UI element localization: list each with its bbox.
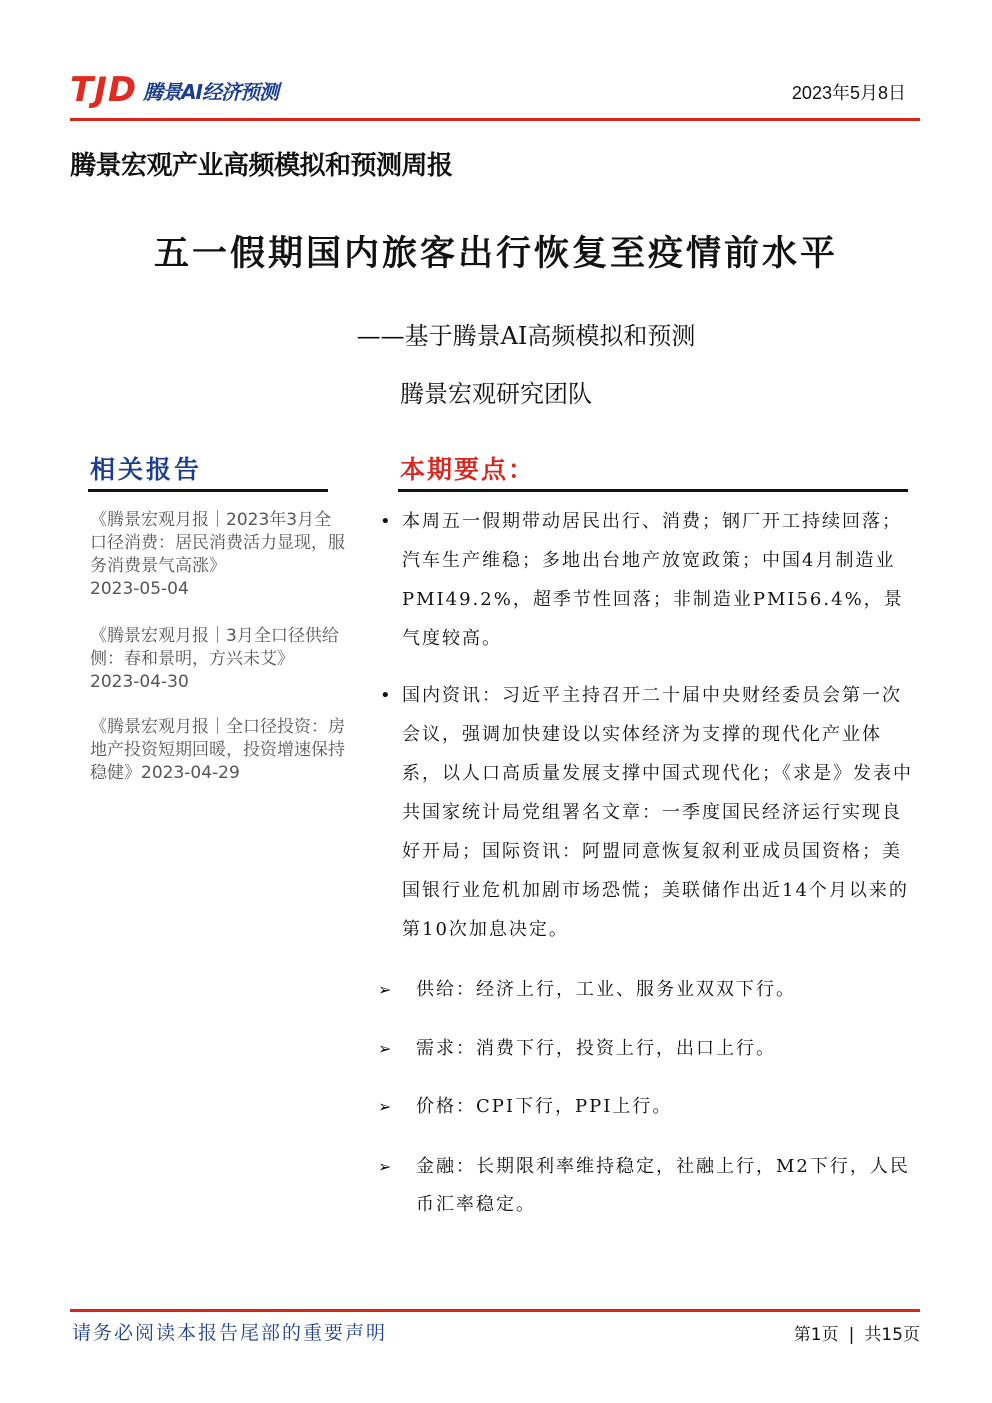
bullet-icon: • <box>380 511 393 532</box>
bullet-icon: • <box>380 685 393 706</box>
key-point-bullet <box>380 502 915 658</box>
page-separator: | <box>848 1325 855 1345</box>
report-date: 2023年5月8日 <box>791 83 906 103</box>
related-report-title: 《腾景宏观月报｜全口径投资：房地产投资短期回暖，投资增速保持稳健》2023-04-29 <box>90 717 345 783</box>
key-point-text: 本周五一假期带动居民出行、消费；钢厂开工持续回落；汽车生产维稳；多地出台地产放宽政策；中国4月制造业PMI49.2%，超季节性回落；非制造业PMI56.4%，景气度较高。 <box>402 511 904 649</box>
related-report-item[interactable] <box>90 509 345 601</box>
related-report-item[interactable] <box>90 625 345 694</box>
key-point-text: 供给：经济上行，工业、服务业双双下行。 <box>416 979 796 1000</box>
key-point-arrow-item <box>378 1148 918 1224</box>
page-indicator <box>794 1320 920 1345</box>
report-series: 腾景宏观产业高频模拟和预测周报 <box>70 151 453 181</box>
brand-logo <box>70 72 278 108</box>
key-point-arrow-item <box>378 1030 918 1068</box>
arrow-right-icon: ➢ <box>378 1097 394 1116</box>
related-report-item[interactable] <box>90 716 345 785</box>
page-subtitle: ——基于腾景AI高频模拟和预测 <box>356 322 696 350</box>
key-point-arrow-item <box>378 971 918 1009</box>
related-reports-divider <box>88 489 328 492</box>
related-report-title: 《腾景宏观月报｜3月全口径供给侧：春和景明，方兴未艾》 <box>90 626 339 669</box>
arrow-right-icon: ➢ <box>378 1039 394 1058</box>
logo-text: 腾景AI经济预测 <box>143 80 278 104</box>
page-number: 第1页 <box>793 1325 839 1345</box>
key-point-text: 价格：CPI下行，PPI上行。 <box>416 1096 673 1117</box>
page-total: 共15页 <box>864 1325 920 1345</box>
key-point-bullet <box>380 676 915 949</box>
key-points-heading: 本期要点： <box>400 455 536 484</box>
related-reports-heading: 相关报告 <box>90 455 203 484</box>
author-team: 腾景宏观研究团队 <box>400 380 592 408</box>
arrow-right-icon: ➢ <box>378 980 394 999</box>
disclaimer-note: 请务必阅读本报告尾部的重要声明 <box>72 1322 388 1344</box>
key-point-text: 金融：长期限利率维持稳定，社融上行，M2下行，人民币汇率稳定。 <box>416 1156 910 1215</box>
key-point-arrow-item <box>378 1088 918 1126</box>
arrow-right-icon: ➢ <box>378 1157 394 1176</box>
related-report-title: 《腾景宏观月报｜2023年3月全口径消费：居民消费活力显现，服务消费景气高涨》 <box>90 510 345 576</box>
footer-divider <box>70 1309 920 1312</box>
logo-mark: TJD <box>70 70 138 110</box>
key-points-divider <box>398 489 908 492</box>
related-report-date: 2023-05-04 <box>90 579 189 599</box>
header-divider <box>70 118 920 121</box>
key-point-text: 需求：消费下行，投资上行，出口上行。 <box>416 1038 776 1059</box>
key-point-text: 国内资讯：习近平主持召开二十届中央财经委员会第一次会议，强调加快建设以实体经济为支撑的现代化产业体系，以人口高质量发展支撑中国式现代化；《求是》发表中共国家统计局党组署名文章：一季度国民经济运行实现良好开局；国际资讯：阿盟同意恢复叙利亚成员国资格；美国银行业危机加剧市场恐慌；美联储作出近14个月以来的第10次加息决定。 <box>402 685 913 940</box>
related-report-date: 2023-04-30 <box>90 672 189 692</box>
page-title: 五一假期国内旅客出行恢复至疫情前水平 <box>153 233 838 274</box>
